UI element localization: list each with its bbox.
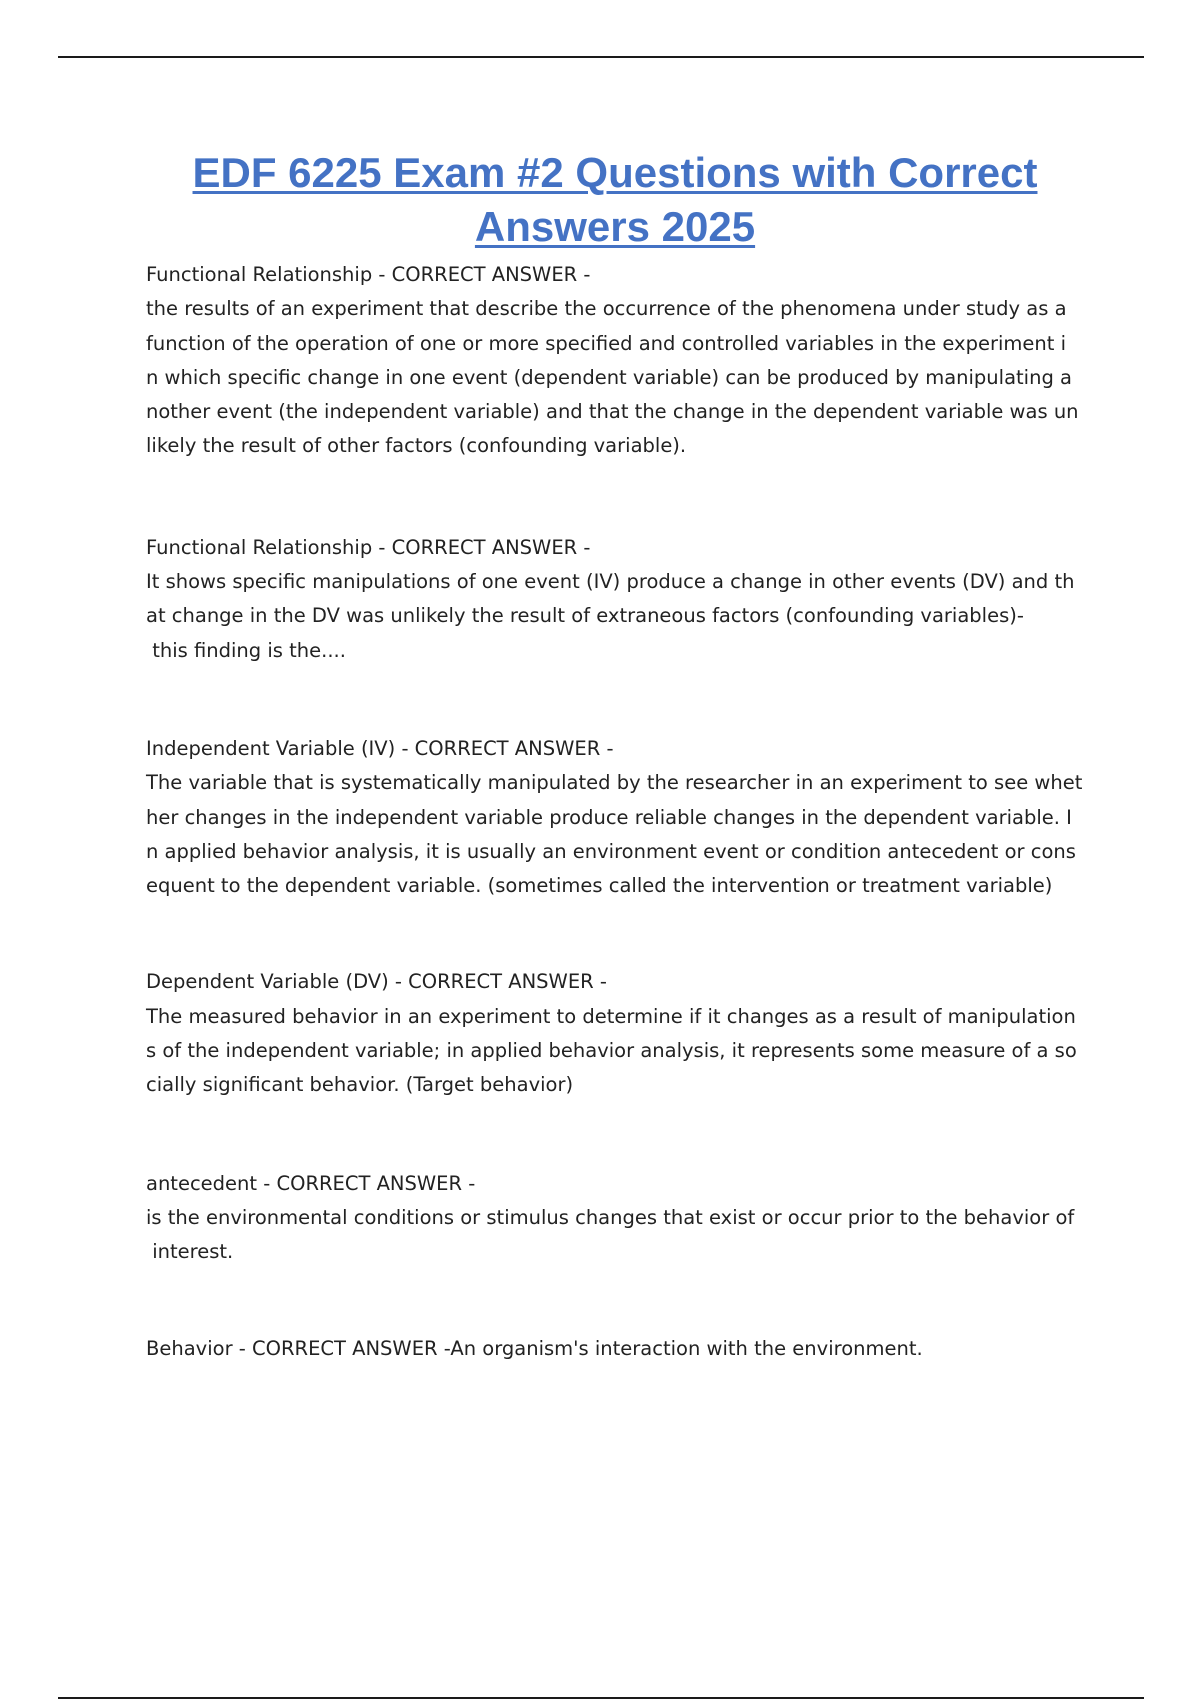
qa-question: Functional Relationship - CORRECT ANSWER - (146, 263, 591, 286)
qa-entry (146, 965, 1088, 1102)
spacer (146, 1270, 1088, 1332)
qa-answer-line: the results of an experiment that describe the occurrence of the phenomena under study as a (146, 297, 1067, 321)
qa-question: Functional Relationship - CORRECT ANSWER - (146, 535, 591, 559)
qa-question: Dependent Variable (DV) - CORRECT ANSWER - (146, 970, 607, 994)
qa-question: Behavior - CORRECT ANSWER -An organism's interaction with the environment. (146, 1336, 923, 1360)
spacer (146, 1103, 1088, 1167)
qa-entry (146, 531, 1088, 668)
spacer (146, 668, 1088, 732)
qa-answer-line: function of the operation of one or more specified and controlled variables in the experiment i (146, 331, 1067, 355)
qa-answer-line: The variable that is systematically manipulated by the researcher in an experiment to see whet (146, 771, 1083, 795)
qa-answer-line: this finding is the.... (146, 638, 346, 662)
qa-answer-line: nother event (the independent variable) and that the change in the dependent variable was un (146, 400, 1079, 424)
qa-answer-line: is the environmental conditions or stimulus changes that exist or occur prior to the behavior of (146, 1205, 1075, 1229)
qa-answer-line: her changes in the independent variable produce reliable changes in the dependent variable. I (146, 805, 1072, 829)
qa-answer-line: interest. (146, 1240, 234, 1264)
qa-answer-line: equent to the dependent variable. (sometimes called the intervention or treatment variable) (146, 874, 1053, 898)
qa-answer-line: n which specific change in one event (dependent variable) can be produced by manipulating a (146, 365, 1072, 389)
title-line-2: Answers 2025 (474, 203, 756, 250)
spacer (146, 903, 1088, 965)
document-title (110, 146, 1120, 254)
top-rule (58, 56, 1144, 58)
title-line-1: EDF 6225 Exam #2 Questions with Correct (192, 149, 1038, 196)
qa-entry (146, 258, 1088, 464)
qa-answer-line: s of the independent variable; in applied behavior analysis, it represents some measure of a so (146, 1039, 1077, 1063)
qa-answer-line: The measured behavior in an experiment to determine if it changes as a result of manipulation (146, 1004, 1076, 1028)
qa-entry (146, 732, 1088, 903)
qa-answer-line: n applied behavior analysis, it is usually an environment event or condition antecedent or cons (146, 839, 1076, 863)
qa-answer-line: It shows specific manipulations of one event (IV) produce a change in other events (DV) and th (146, 570, 1075, 594)
qa-entry (146, 1332, 1088, 1366)
qa-question: Independent Variable (IV) - CORRECT ANSWER - (146, 736, 614, 760)
qa-list (146, 258, 1088, 1366)
qa-question: antecedent - CORRECT ANSWER - (146, 1171, 476, 1195)
spacer (146, 464, 1088, 531)
qa-entry (146, 1167, 1088, 1270)
qa-answer-line: at change in the DV was unlikely the result of extraneous factors (confounding variables)- (146, 604, 1024, 628)
bottom-rule (58, 1697, 1144, 1699)
qa-answer-line: cially significant behavior. (Target behavior) (146, 1073, 574, 1097)
qa-answer-line: likely the result of other factors (confounding variable). (146, 434, 687, 458)
